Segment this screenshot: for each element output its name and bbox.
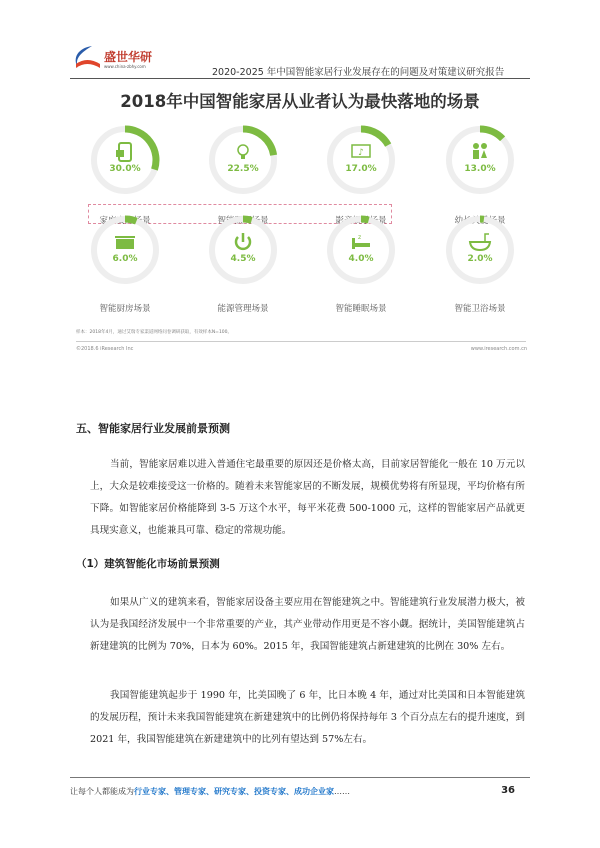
power-icon xyxy=(236,233,250,249)
page-number: 36 xyxy=(501,785,515,796)
divider xyxy=(76,341,526,342)
ring-item xyxy=(442,122,518,198)
chart-copyright: ©2018.6 iResearch Inc xyxy=(76,346,134,352)
report-title: 2020-2025 年中国智能家居行业发展存在的问题及对策建议研究报告 xyxy=(212,67,505,78)
ring-label: 智能厨房场景 xyxy=(99,304,151,314)
bed-icon xyxy=(352,234,370,249)
section-heading: 五、智能家居行业发展前景预测 xyxy=(76,422,230,435)
ring-arc xyxy=(243,219,252,220)
paragraph: 如果从广义的建筑来看，智能家居设备主要应用在智能建筑之中。智能建筑行业发展潜力极大，被认为是我国经济发展中一个非常重要的产业，其产业带动作用更是不容小觑。据统计，美国智能建筑占新建建筑的比例为 70%，日本为 60%。2015 年，我国智能建筑占新建建筑的比例在 30% 左右。 xyxy=(90,597,525,652)
logo-url: www.china-zbhy.com xyxy=(104,64,146,69)
logo xyxy=(70,44,170,74)
footer-slogan xyxy=(70,786,350,797)
ring-arc xyxy=(361,129,388,145)
ring-arc xyxy=(480,129,503,139)
ring-value: 4.5% xyxy=(230,254,256,264)
ring-label: 幼长关爱场景 xyxy=(454,216,506,226)
chart-site: www.iresearch.com.cn xyxy=(470,346,527,352)
footer-roles: 行业专家、管理专家、研究专家、投资专家、成功企业家 xyxy=(134,787,334,796)
ring-track xyxy=(94,219,156,281)
svg-text:z: z xyxy=(358,234,362,241)
logo-emblem-icon xyxy=(70,44,104,74)
ring-label: 智能睡眠场景 xyxy=(335,304,387,314)
chart-source: 样本：2018年4月，通过艾瑞专家渠道网络问卷调研获取，有效样本N=100。 xyxy=(76,330,233,335)
footer-prefix: 让每个人都能成为 xyxy=(70,787,134,796)
ring-item xyxy=(205,212,281,288)
ring-item xyxy=(87,212,163,288)
ring-item xyxy=(442,212,518,288)
pot-icon xyxy=(115,236,135,249)
children-icon xyxy=(473,143,487,159)
ring-arc xyxy=(361,219,369,220)
ring-item xyxy=(323,122,399,198)
phone-lock-icon xyxy=(116,143,131,161)
logo-brand: 盛世华研 xyxy=(104,50,153,64)
ring-label: 智能卫浴场景 xyxy=(454,304,506,314)
ring-label: 能源管理场景 xyxy=(217,304,269,314)
bathtub-icon xyxy=(470,234,490,250)
ring-value: 30.0% xyxy=(109,164,141,174)
ring-value: 4.0% xyxy=(348,254,374,264)
ring-label: 智能照明场景 xyxy=(217,216,269,226)
ring-value: 13.0% xyxy=(464,164,496,174)
ring-track xyxy=(330,219,392,281)
ring-label: 影音娱乐场景 xyxy=(335,216,387,226)
chart-title: 2018年中国智能家居从业者认为最快落地的场景 xyxy=(120,92,480,111)
divider xyxy=(70,78,530,79)
svg-text:♪: ♪ xyxy=(358,148,364,158)
subsection-heading: （1）建筑智能化市场前景预测 xyxy=(76,558,220,570)
ring-value: 22.5% xyxy=(227,164,259,174)
footer-suffix: …… xyxy=(334,787,350,796)
tv-music-icon xyxy=(352,145,370,158)
ring-value: 17.0% xyxy=(345,164,377,174)
ring-item xyxy=(205,122,281,198)
ring-arc xyxy=(125,219,136,221)
ring-label: 家庭安防场景 xyxy=(99,216,151,226)
divider xyxy=(70,777,530,778)
paragraph: 当前，智能家居难以进入普通住宅最重要的原因还是价格太高，目前家居智能化一般在 10 万元以上，大众是较难接受这一价格的。随着未来智能家居的不断发展，规模优势将有所显现，平均价格有所下降。如智能家居价格能降到 3-5 万这个水平，每平米花费 500-1000 元，这样的智能家居产品就更具现实意义，也能兼具可靠、稳定的常规功能。 xyxy=(90,459,525,536)
ring-value: 6.0% xyxy=(112,254,138,264)
ring-value: 2.0% xyxy=(467,254,493,264)
ring-item xyxy=(323,212,399,288)
paragraph: 我国智能建筑起步于 1990 年，比美国晚了 6 年，比日本晚 4 年，通过对比美国和日本智能建筑的发展历程，预计未来我国智能建筑在新建建筑中的比例仍将保持每年 3 个百分点左右的提升速度，到 2021 年，我国智能建筑在新建建筑中的比列有望达到 57%左右。 xyxy=(90,690,525,745)
lightbulb-icon xyxy=(238,145,248,159)
ring-item xyxy=(87,122,163,198)
